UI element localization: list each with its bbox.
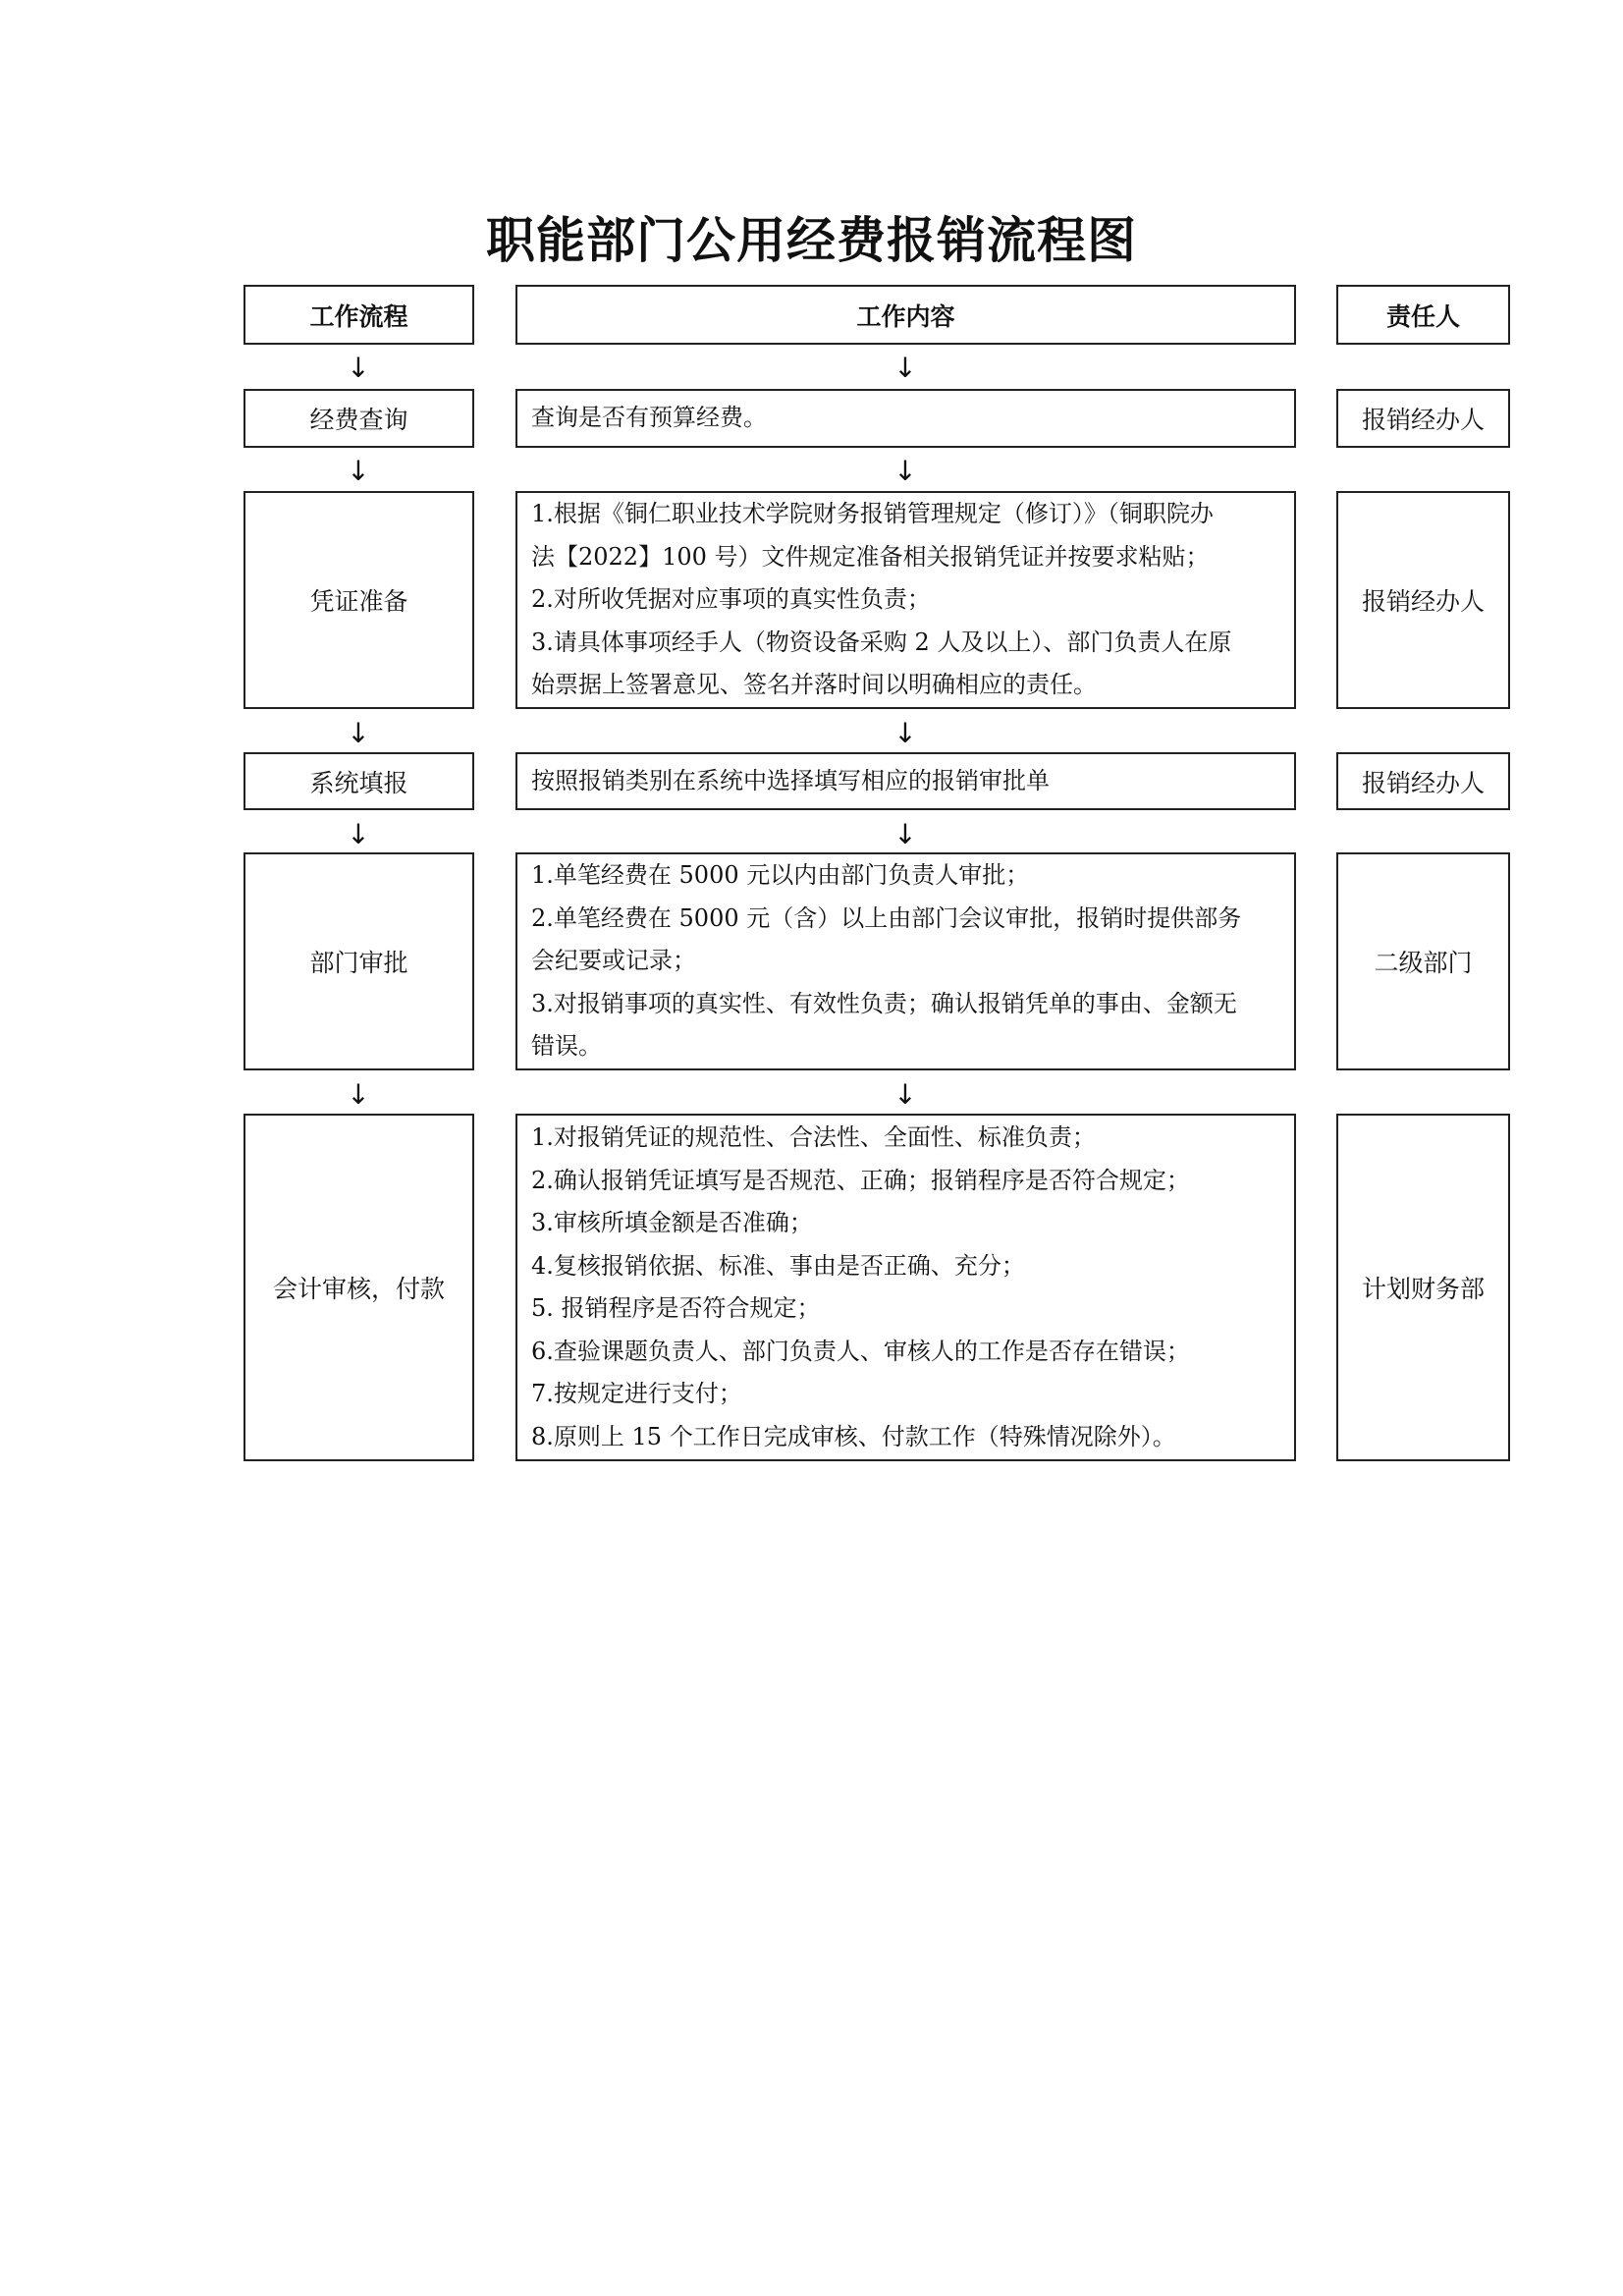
step-content-accounting-payment [515,1114,1296,1461]
content-line: 4.复核报销依据、标准、事由是否正确、充分； [531,1251,1025,1280]
step-process-accounting-payment: 会计审核，付款 [243,1114,474,1461]
content-line: 错误。 [531,1032,602,1061]
header-process: 工作流程 [243,285,474,345]
down-arrow-icon: ↓ [347,455,370,487]
content-line: 会纪要或记录； [531,947,696,975]
down-arrow-icon: ↓ [347,352,370,384]
down-arrow-icon: ↓ [893,818,917,850]
content-line: 1.对报销凭证的规范性、合法性、全面性、标准负责； [531,1123,1096,1151]
content-line: 5. 报销程序是否符合规定； [531,1294,821,1322]
step-content-system-entry [515,752,1296,810]
down-arrow-icon: ↓ [347,818,370,850]
down-arrow-icon: ↓ [347,717,370,749]
step-responsible-voucher-prep: 报销经办人 [1336,491,1510,709]
step-process-funds-query: 经费查询 [243,389,474,448]
content-line: 法【2022】100 号）文件规定准备相关报销凭证并按要求粘贴； [531,542,1210,571]
content-line: 查询是否有预算经费。 [531,404,767,432]
step-responsible-funds-query: 报销经办人 [1336,389,1510,448]
content-line: 1.单笔经费在 5000 元以内由部门负责人审批； [531,861,1030,890]
content-line: 7.按规定进行支付； [531,1380,742,1407]
step-content-funds-query [515,389,1296,448]
down-arrow-icon: ↓ [893,352,917,384]
down-arrow-icon: ↓ [893,717,917,749]
step-responsible-dept-approval: 二级部门 [1336,852,1510,1070]
content-line: 6.查验课题负责人、部门负责人、审核人的工作是否存在错误； [531,1337,1190,1365]
down-arrow-icon: ↓ [893,455,917,487]
content-line: 8.原则上 15 个工作日完成审核、付款工作（特殊情况除外）。 [531,1422,1176,1450]
down-arrow-icon: ↓ [893,1078,917,1111]
content-line: 3.请具体事项经手人（物资设备采购 2 人及以上）、部门负责人在原 [531,628,1232,656]
content-line: 1.根据《铜仁职业技术学院财务报销管理规定（修订）》（铜职院办 [531,500,1214,528]
content-line: 始票据上签署意见、签名并落时间以明确相应的责任。 [531,671,1097,699]
down-arrow-icon: ↓ [347,1078,370,1111]
step-process-system-entry: 系统填报 [243,752,474,810]
step-process-voucher-prep: 凭证准备 [243,491,474,709]
step-responsible-system-entry: 报销经办人 [1336,752,1510,810]
header-responsible: 责任人 [1336,285,1510,345]
page-title: 职能部门公用经费报销流程图 [486,211,1137,269]
content-line: 3.对报销事项的真实性、有效性负责；确认报销凭单的事由、金额无 [531,989,1237,1017]
content-line: 2.单笔经费在 5000 元（含）以上由部门会议审批，报销时提供部务 [531,903,1242,932]
content-line: 按照报销类别在系统中选择填写相应的报销审批单 [531,766,1050,794]
step-process-dept-approval: 部门审批 [243,852,474,1070]
header-content: 工作内容 [515,285,1296,345]
content-line: 2.对所收凭据对应事项的真实性负责； [531,585,931,614]
step-content-dept-approval [515,852,1296,1070]
step-responsible-accounting-payment: 计划财务部 [1336,1114,1510,1461]
content-line: 2.确认报销凭证填写是否规范、正确；报销程序是否符合规定； [531,1166,1190,1194]
step-content-voucher-prep [515,491,1296,709]
content-line: 3.审核所填金额是否准确； [531,1209,813,1236]
